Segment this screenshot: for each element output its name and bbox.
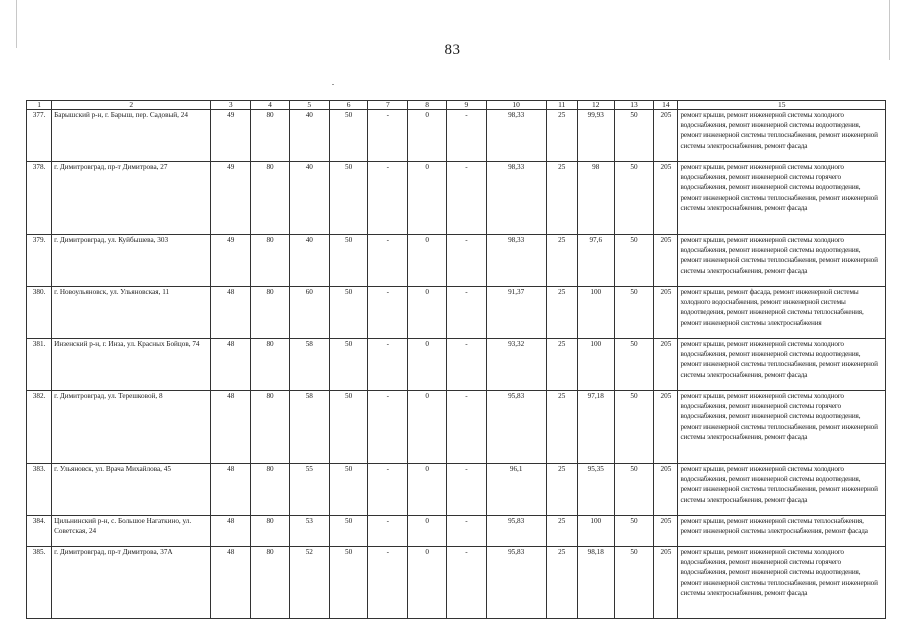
address-cell: г. Ульяновск, ул. Врача Михайлова, 45 <box>52 464 211 516</box>
value-cell: 0 <box>408 464 447 516</box>
value-cell: - <box>447 547 487 619</box>
value-cell: 50 <box>614 287 654 339</box>
works-cell: ремонт крыши, ремонт инженерной системы холодного водоснабжения, ремонт инженерной системы водоотведения, ремонт инженерной системы теплоснабжения, ремонт инженерной системы электроснабжения, ремонт фасада <box>678 110 886 162</box>
value-cell: 97,6 <box>577 235 614 287</box>
value-cell: 50 <box>329 464 368 516</box>
scan-speck <box>332 84 334 85</box>
column-header: 7 <box>368 101 408 110</box>
row-number: 381. <box>27 339 52 391</box>
address-cell: г. Димитровград, пр-т Димитрова, 37А <box>52 547 211 619</box>
value-cell: 80 <box>251 339 290 391</box>
row-number: 379. <box>27 235 52 287</box>
row-number: 384. <box>27 516 52 547</box>
table-row <box>27 516 886 547</box>
value-cell: 25 <box>546 287 577 339</box>
value-cell: 0 <box>408 287 447 339</box>
header-row <box>27 101 886 110</box>
column-header: 12 <box>577 101 614 110</box>
value-cell: 50 <box>614 110 654 162</box>
value-cell: - <box>447 516 487 547</box>
value-cell: 205 <box>654 391 678 464</box>
value-cell: 50 <box>329 547 368 619</box>
value-cell: 50 <box>614 391 654 464</box>
table-row <box>27 235 886 287</box>
value-cell: 53 <box>289 516 329 547</box>
value-cell: 0 <box>408 110 447 162</box>
value-cell: - <box>368 516 408 547</box>
value-cell: 99,93 <box>577 110 614 162</box>
value-cell: 0 <box>408 516 447 547</box>
table-row <box>27 110 886 162</box>
column-header: 6 <box>329 101 368 110</box>
value-cell: 25 <box>546 339 577 391</box>
value-cell: 205 <box>654 162 678 235</box>
repair-table <box>26 100 886 619</box>
works-cell: ремонт крыши, ремонт инженерной системы холодного водоснабжения, ремонт инженерной системы горячего водоснабжения, ремонт инженерной системы водоотведения, ремонт инженерной системы теплоснабжения, ремонт инженерной системы электроснабжения, ремонт фасада <box>678 547 886 619</box>
value-cell: 25 <box>546 391 577 464</box>
value-cell: 80 <box>251 287 290 339</box>
column-header: 11 <box>546 101 577 110</box>
column-header: 2 <box>52 101 211 110</box>
value-cell: 50 <box>614 339 654 391</box>
value-cell: 48 <box>211 547 251 619</box>
value-cell: 80 <box>251 516 290 547</box>
value-cell: 98,33 <box>486 110 546 162</box>
value-cell: 205 <box>654 547 678 619</box>
table-row <box>27 391 886 464</box>
column-header: 4 <box>251 101 290 110</box>
value-cell: - <box>447 391 487 464</box>
value-cell: 93,32 <box>486 339 546 391</box>
value-cell: - <box>368 547 408 619</box>
address-cell: г. Новоульяновск, ул. Ульяновская, 11 <box>52 287 211 339</box>
value-cell: - <box>368 110 408 162</box>
value-cell: 49 <box>211 235 251 287</box>
column-header: 13 <box>614 101 654 110</box>
value-cell: - <box>447 235 487 287</box>
value-cell: 48 <box>211 516 251 547</box>
value-cell: 50 <box>614 162 654 235</box>
row-number: 380. <box>27 287 52 339</box>
value-cell: 25 <box>546 516 577 547</box>
value-cell: 50 <box>329 110 368 162</box>
value-cell: 0 <box>408 547 447 619</box>
table-row <box>27 162 886 235</box>
column-header: 9 <box>447 101 487 110</box>
value-cell: 49 <box>211 110 251 162</box>
address-cell: г. Димитровград, ул. Куйбышева, 303 <box>52 235 211 287</box>
value-cell: 95,83 <box>486 547 546 619</box>
value-cell: 80 <box>251 391 290 464</box>
value-cell: - <box>368 162 408 235</box>
value-cell: - <box>447 287 487 339</box>
value-cell: 25 <box>546 110 577 162</box>
table-row <box>27 464 886 516</box>
value-cell: 205 <box>654 110 678 162</box>
value-cell: 48 <box>211 464 251 516</box>
value-cell: 80 <box>251 110 290 162</box>
value-cell: - <box>368 464 408 516</box>
works-cell: ремонт крыши, ремонт инженерной системы теплоснабжения, ремонт инженерной системы электроснабжения, ремонт фасада <box>678 516 886 547</box>
works-cell: ремонт крыши, ремонт фасада, ремонт инженерной системы холодного водоснабжения, ремонт инженерной системы водоотведения, ремонт инженерной системы теплоснабжения, ремонт инженерной системы электроснабжения <box>678 287 886 339</box>
row-number: 378. <box>27 162 52 235</box>
value-cell: - <box>368 339 408 391</box>
table-row <box>27 339 886 391</box>
value-cell: 25 <box>546 235 577 287</box>
value-cell: - <box>447 162 487 235</box>
value-cell: 50 <box>329 339 368 391</box>
table-row <box>27 547 886 619</box>
column-header: 14 <box>654 101 678 110</box>
column-header: 1 <box>27 101 52 110</box>
value-cell: 52 <box>289 547 329 619</box>
value-cell: 0 <box>408 391 447 464</box>
value-cell: - <box>368 287 408 339</box>
value-cell: 80 <box>251 464 290 516</box>
value-cell: 205 <box>654 464 678 516</box>
value-cell: 100 <box>577 339 614 391</box>
value-cell: - <box>447 339 487 391</box>
address-cell: г. Димитровград, ул. Терешковой, 8 <box>52 391 211 464</box>
value-cell: 0 <box>408 162 447 235</box>
works-cell: ремонт крыши, ремонт инженерной системы холодного водоснабжения, ремонт инженерной системы водоотведения, ремонт инженерной системы теплоснабжения, ремонт инженерной системы электроснабжения, ремонт фасада <box>678 339 886 391</box>
value-cell: 50 <box>614 464 654 516</box>
table-row <box>27 287 886 339</box>
address-cell: Барышский р-н, г. Барыш, пер. Садовый, 24 <box>52 110 211 162</box>
column-header: 5 <box>289 101 329 110</box>
value-cell: 91,37 <box>486 287 546 339</box>
value-cell: 40 <box>289 110 329 162</box>
scan-edge-left <box>16 0 17 48</box>
value-cell: 48 <box>211 391 251 464</box>
value-cell: 48 <box>211 287 251 339</box>
value-cell: 98,33 <box>486 162 546 235</box>
column-header: 10 <box>486 101 546 110</box>
value-cell: 50 <box>329 235 368 287</box>
column-header: 8 <box>408 101 447 110</box>
works-cell: ремонт крыши, ремонт инженерной системы холодного водоснабжения, ремонт инженерной системы горячего водоснабжения, ремонт инженерной системы водоотведения, ремонт инженерной системы теплоснабжения, ремонт инженерной системы электроснабжения, ремонт фасада <box>678 162 886 235</box>
value-cell: - <box>368 235 408 287</box>
value-cell: 58 <box>289 391 329 464</box>
value-cell: 100 <box>577 516 614 547</box>
value-cell: 50 <box>614 547 654 619</box>
value-cell: 97,18 <box>577 391 614 464</box>
value-cell: 80 <box>251 235 290 287</box>
row-number: 377. <box>27 110 52 162</box>
row-number: 382. <box>27 391 52 464</box>
value-cell: 95,83 <box>486 391 546 464</box>
value-cell: 40 <box>289 162 329 235</box>
value-cell: 0 <box>408 339 447 391</box>
value-cell: 205 <box>654 235 678 287</box>
page-number: 83 <box>444 42 461 58</box>
column-header: 15 <box>678 101 886 110</box>
value-cell: 48 <box>211 339 251 391</box>
value-cell: 205 <box>654 516 678 547</box>
row-number: 385. <box>27 547 52 619</box>
value-cell: 55 <box>289 464 329 516</box>
works-cell: ремонт крыши, ремонт инженерной системы холодного водоснабжения, ремонт инженерной системы водоотведения, ремонт инженерной системы теплоснабжения, ремонт инженерной системы электроснабжения, ремонт фасада <box>678 464 886 516</box>
value-cell: 50 <box>329 391 368 464</box>
value-cell: 49 <box>211 162 251 235</box>
value-cell: 95,83 <box>486 516 546 547</box>
value-cell: 40 <box>289 235 329 287</box>
value-cell: 60 <box>289 287 329 339</box>
value-cell: 25 <box>546 464 577 516</box>
value-cell: 58 <box>289 339 329 391</box>
value-cell: 0 <box>408 235 447 287</box>
value-cell: 205 <box>654 287 678 339</box>
value-cell: 95,35 <box>577 464 614 516</box>
address-cell: Цильнинский р-н, с. Большое Нагаткино, ул. Советская, 24 <box>52 516 211 547</box>
works-cell: ремонт крыши, ремонт инженерной системы холодного водоснабжения, ремонт инженерной системы водоотведения, ремонт инженерной системы теплоснабжения, ремонт инженерной системы электроснабжения, ремонт фасада <box>678 235 886 287</box>
address-cell: Инзенский р-н, г. Инза, ул. Красных Бойцов, 74 <box>52 339 211 391</box>
value-cell: 80 <box>251 547 290 619</box>
value-cell: - <box>447 110 487 162</box>
value-cell: 50 <box>329 516 368 547</box>
value-cell: 50 <box>329 287 368 339</box>
value-cell: - <box>368 391 408 464</box>
value-cell: 205 <box>654 339 678 391</box>
value-cell: - <box>447 464 487 516</box>
value-cell: 25 <box>546 547 577 619</box>
value-cell: 80 <box>251 162 290 235</box>
value-cell: 100 <box>577 287 614 339</box>
value-cell: 98,18 <box>577 547 614 619</box>
value-cell: 98,33 <box>486 235 546 287</box>
column-header: 3 <box>211 101 251 110</box>
value-cell: 50 <box>614 235 654 287</box>
value-cell: 50 <box>614 516 654 547</box>
value-cell: 98 <box>577 162 614 235</box>
value-cell: 25 <box>546 162 577 235</box>
value-cell: 50 <box>329 162 368 235</box>
works-cell: ремонт крыши, ремонт инженерной системы холодного водоснабжения, ремонт инженерной системы горячего водоснабжения, ремонт инженерной системы водоотведения, ремонт инженерной системы теплоснабжения, ремонт инженерной системы электроснабжения, ремонт фасада <box>678 391 886 464</box>
row-number: 383. <box>27 464 52 516</box>
value-cell: 96,1 <box>486 464 546 516</box>
address-cell: г. Димитровград, пр-т Димитрова, 27 <box>52 162 211 235</box>
